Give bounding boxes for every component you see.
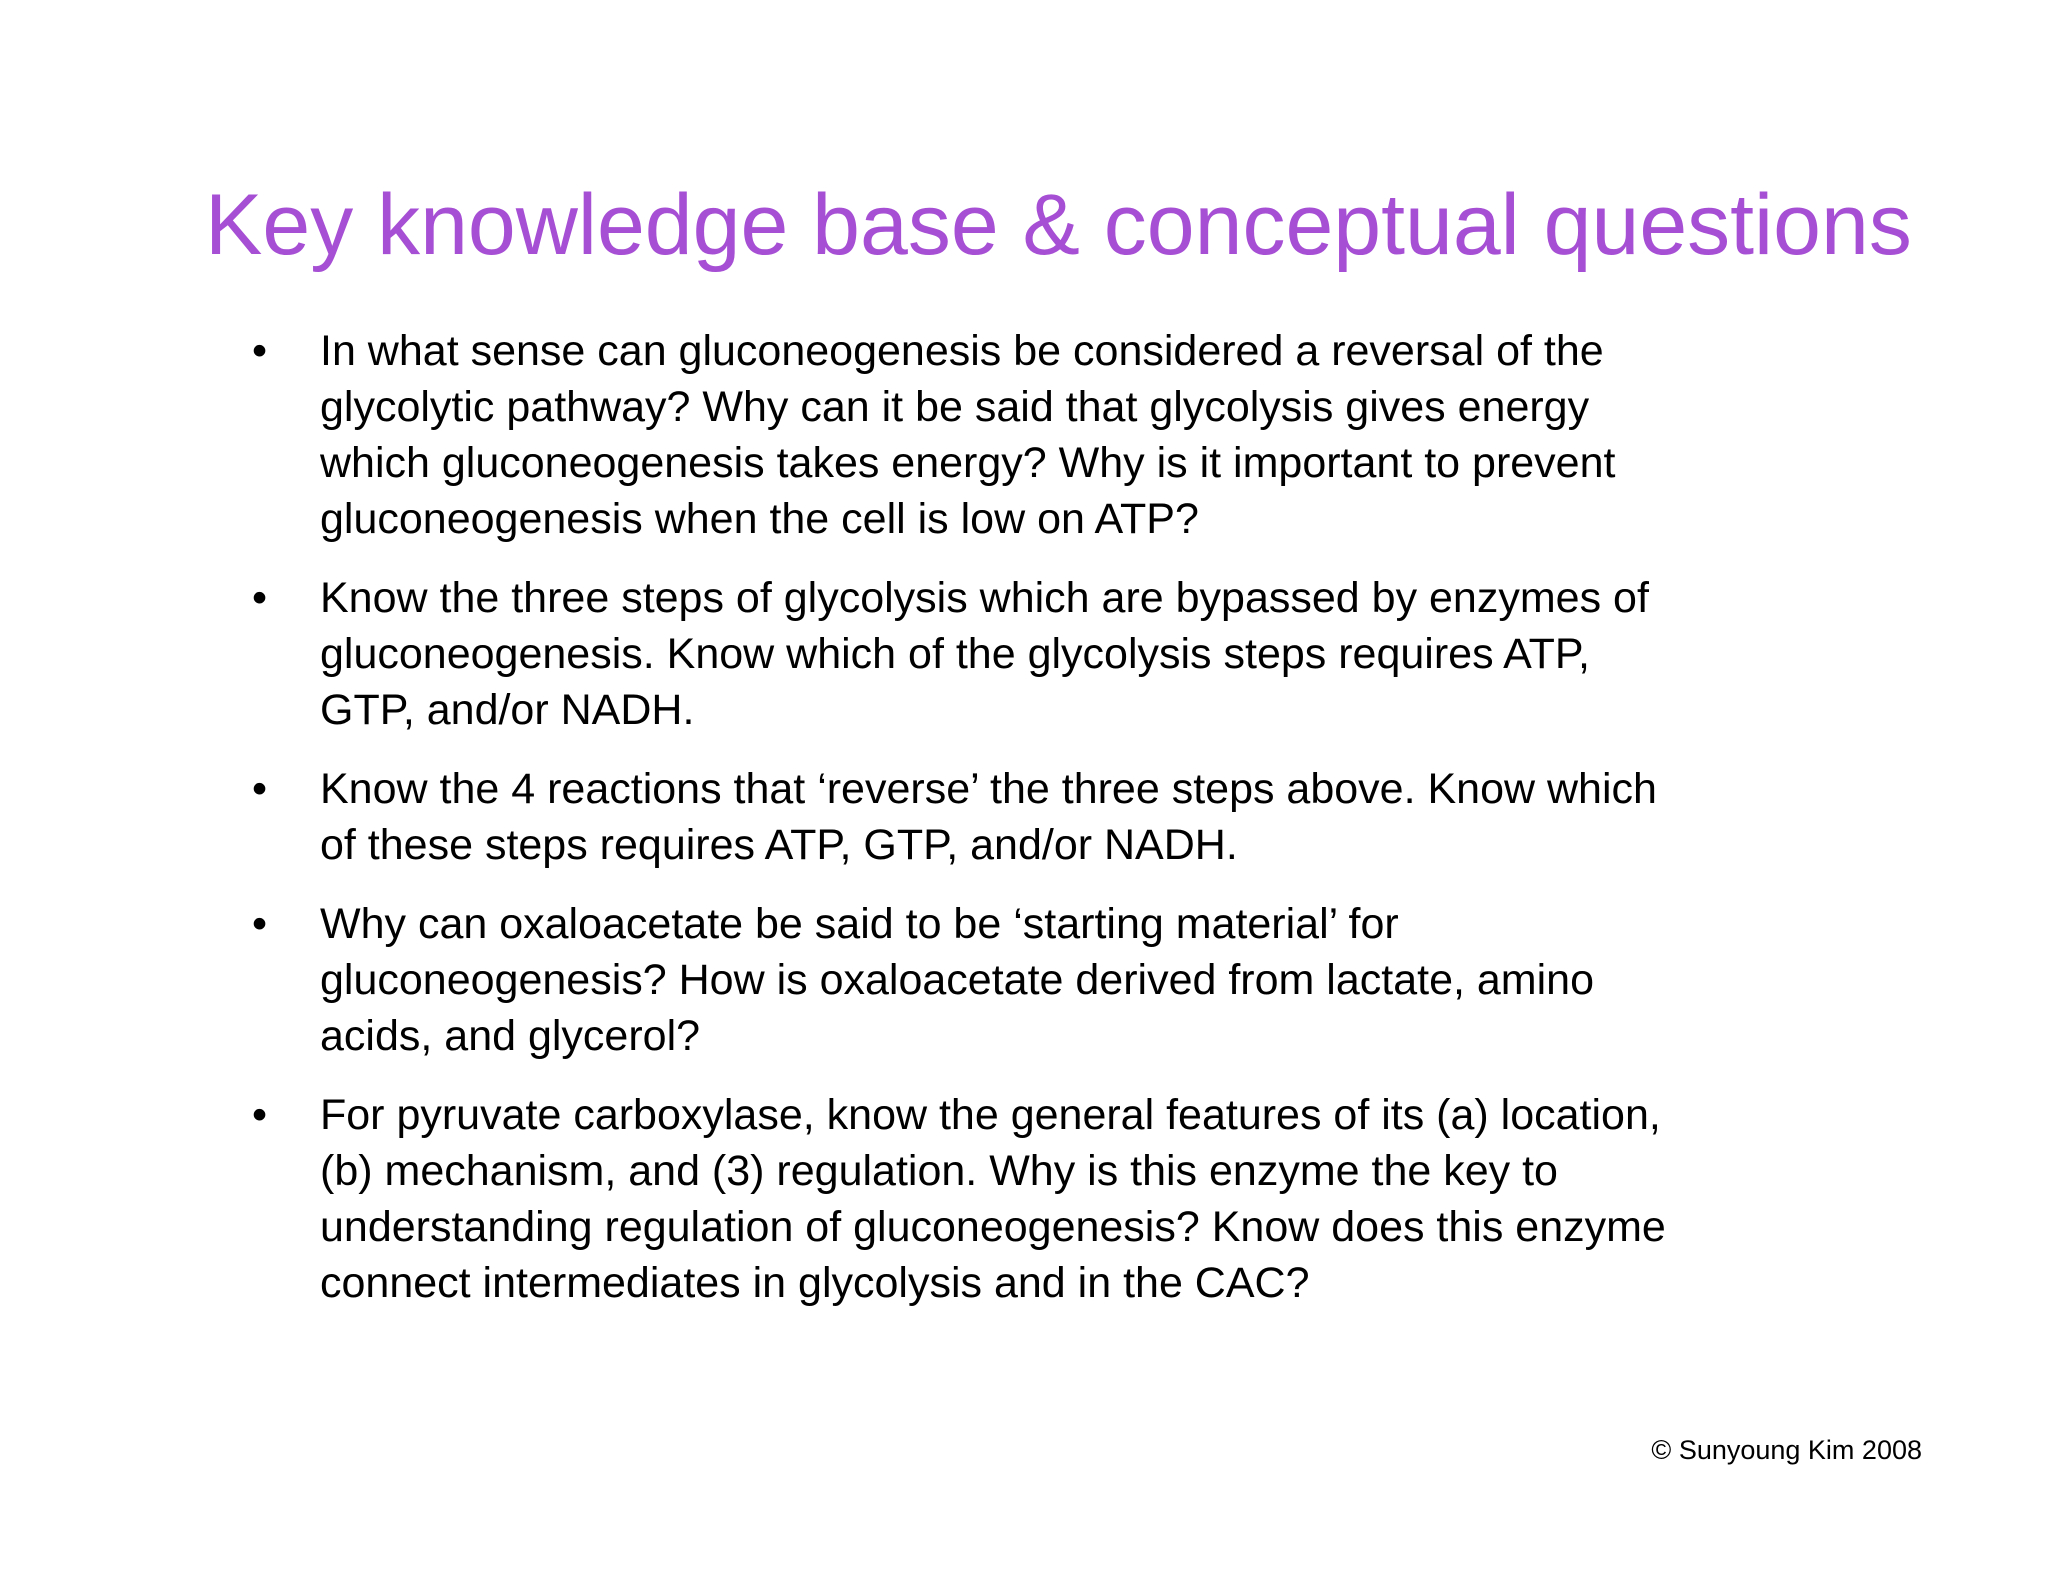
bullet-item [252,1087,1852,1311]
bullet-icon: • [252,765,268,813]
bullet-line: understanding regulation of gluconeogenesis? Know does this enzyme [320,1203,1666,1251]
bullet-text [320,1087,1852,1311]
bullet-icon: • [252,327,268,375]
bullet-text [320,570,1852,738]
bullet-line: of these steps requires ATP, GTP, and/or NADH. [320,821,1238,869]
bullet-line: Know the 4 reactions that ‘reverse’ the three steps above. Know which [320,765,1657,813]
bullet-line: which gluconeogenesis takes energy? Why is it important to prevent [320,439,1616,487]
bullet-line: acids, and glycerol? [320,1012,701,1060]
bullet-line: Why can oxaloacetate be said to be ‘starting material’ for [320,900,1399,948]
bullet-text [320,761,1852,873]
bullet-line: In what sense can gluconeogenesis be considered a reversal of the [320,327,1604,375]
copyright-notice: © Sunyoung Kim 2008 [1651,1435,1922,1465]
bullet-line: For pyruvate carboxylase, know the general features of its (a) location, [320,1091,1661,1139]
bullet-icon: • [252,574,268,622]
bullet-item [252,896,1852,1064]
bullet-line: Know the three steps of glycolysis which are bypassed by enzymes of [320,574,1649,622]
bullet-line: glycolytic pathway? Why can it be said that glycolysis gives energy [320,383,1590,431]
bullet-line: gluconeogenesis. Know which of the glycolysis steps requires ATP, [320,630,1590,678]
bullet-line: GTP, and/or NADH. [320,686,695,734]
bullet-item [252,761,1852,873]
bullet-line: (b) mechanism, and (3) regulation. Why is this enzyme the key to [320,1147,1558,1195]
bullet-icon: • [252,900,268,948]
bullet-line: gluconeogenesis? How is oxaloacetate derived from lactate, amino [320,956,1595,1004]
bullet-icon: • [252,1091,268,1139]
bullet-line: gluconeogenesis when the cell is low on ATP? [320,495,1199,543]
bullet-list [252,323,1852,1334]
slide-title: Key knowledge base & conceptual questions [205,177,1912,273]
bullet-line: connect intermediates in glycolysis and in the CAC? [320,1259,1310,1307]
bullet-text [320,896,1852,1064]
bullet-text [320,323,1852,547]
bullet-item [252,570,1852,738]
bullet-item [252,323,1852,547]
